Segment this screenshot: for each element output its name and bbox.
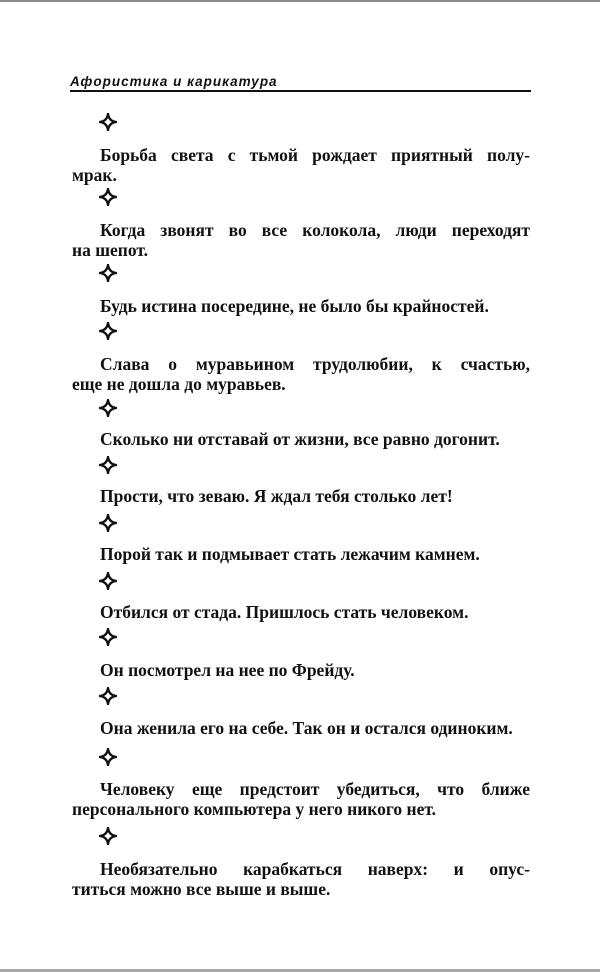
star-separator-icon	[99, 456, 117, 474]
aphorism	[72, 145, 530, 185]
aphorism	[72, 718, 530, 738]
aphorism	[72, 859, 530, 899]
aphorism-line: Будь истина посередине, не было бы крайностей.	[100, 296, 489, 316]
star-separator-icon	[99, 572, 117, 590]
aphorism-line: Она женила его на себе. Так он и остался одиноким.	[100, 718, 513, 738]
header-rule	[70, 90, 531, 92]
star-separator-icon	[99, 399, 117, 417]
aphorism	[72, 354, 530, 394]
aphorism-line: еще не дошла до муравьев.	[72, 374, 286, 394]
aphorism-line: персонального компьютера у него никого нет.	[72, 799, 437, 819]
aphorism	[72, 602, 530, 622]
aphorism-line: Сколько ни отставай от жизни, все равно догонит.	[100, 429, 500, 449]
aphorism-line: Прости, что зеваю. Я ждал тебя столько лет!	[100, 486, 453, 506]
aphorism-line: Отбился от стада. Пришлось стать человеком.	[100, 602, 469, 622]
star-separator-icon	[99, 514, 117, 532]
aphorism	[72, 220, 530, 260]
aphorism-line: Необязательно карабкаться наверх: и опус-	[100, 859, 530, 879]
star-separator-icon	[99, 827, 117, 845]
aphorism-line: Борьба света с тьмой рождает приятный полу-	[100, 145, 530, 165]
star-separator-icon	[99, 113, 117, 131]
aphorism	[72, 660, 530, 680]
star-separator-icon	[99, 264, 117, 282]
aphorism-line: Когда звонят во все колокола, люди переходят	[100, 220, 530, 240]
star-separator-icon	[99, 748, 117, 766]
aphorism	[72, 486, 530, 506]
aphorism-line: Человеку еще предстоит убедиться, что ближе	[100, 779, 530, 799]
aphorism-line: Порой так и подмывает стать лежачим камнем.	[100, 544, 480, 564]
aphorism	[72, 544, 530, 564]
star-separator-icon	[99, 687, 117, 705]
aphorism-line: Он посмотрел на нее по Фрейду.	[100, 660, 355, 680]
aphorism-line: Слава о муравьином трудолюбии, к счастью,	[100, 354, 530, 374]
aphorism-line: титься можно все выше и выше.	[72, 879, 331, 899]
running-head: Афористика и карикатура	[70, 74, 278, 89]
aphorism	[72, 429, 530, 449]
page-top-edge	[0, 0, 600, 2]
star-separator-icon	[99, 322, 117, 340]
star-separator-icon	[99, 628, 117, 646]
aphorism	[72, 779, 530, 819]
star-separator-icon	[99, 188, 117, 206]
aphorism-line: на шепот.	[72, 240, 149, 260]
aphorism	[72, 296, 530, 316]
aphorism-line: мрак.	[72, 165, 117, 185]
